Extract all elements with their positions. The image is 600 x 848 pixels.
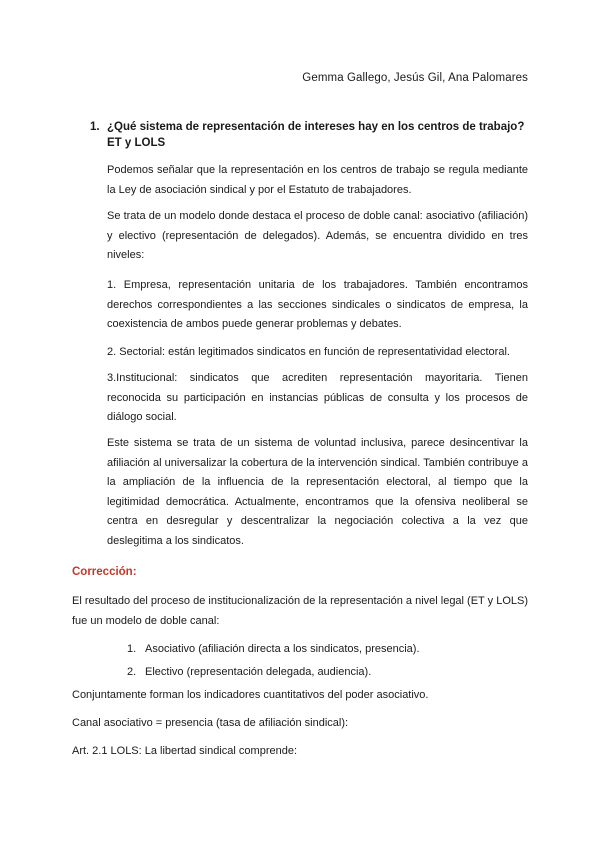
correction-title: Corrección: — [72, 566, 137, 578]
list-item-number: 1. — [127, 643, 137, 655]
correction-intro: El resultado del proceso de institucionalización de la representación a nivel legal (ET y LOLS) fue un modelo de doble canal: — [72, 595, 528, 627]
channel-list — [127, 638, 420, 684]
list-item-text: Electivo (representación delegada, audiencia). — [145, 666, 372, 678]
correction-line: Canal asociativo = presencia (tasa de afiliación sindical): — [72, 717, 349, 729]
list-item-number: 2. — [127, 666, 137, 678]
answer-paragraph: Podemos señalar que la representación en los centros de trabajo se regula mediante la Ley de asociación sindical y por el Estatuto de trabajadores. — [107, 164, 528, 196]
list-item — [127, 661, 420, 684]
answer-paragraph: 3.Institucional: sindicatos que acrediten representación mayoritaria. Tienen reconocida su participación en instancias públicas de consulta y los procesos de diálogo social. — [107, 372, 528, 423]
answer-paragraph: Se trata de un modelo donde destaca el proceso de doble canal: asociativo (afiliación) y electivo (representación de delegados). Además, se encuentra dividido en tres niveles: — [107, 210, 528, 261]
answer-paragraph: Este sistema se trata de un sistema de voluntad inclusiva, parece desincentivar la afiliación al universalizar la cobertura de la intervención sindical. También contribuye a la ampliación de la influencia de la representación electoral, al tiempo que la legitimidad democrática. Actualmente, encontramos que la ofensiva neoliberal se centra en desregular y descentralizar la negociación colectiva a la vez que deslegitima a los sindicatos. — [107, 437, 528, 547]
question-heading — [90, 119, 530, 151]
author-header: Gemma Gallego, Jesús Gil, Ana Palomares — [302, 72, 528, 84]
list-item — [127, 638, 420, 661]
list-item-text: Asociativo (afiliación directa a los sindicatos, presencia). — [145, 643, 420, 655]
question-title: ¿Qué sistema de representación de intereses hay en los centros de trabajo? ET y LOLS — [107, 121, 525, 149]
correction-line: Art. 2.1 LOLS: La libertad sindical comprende: — [72, 745, 298, 757]
answer-paragraph: 1. Empresa, representación unitaria de los trabajadores. También encontramos derechos correspondientes a las secciones sindicales o sindicatos de empresa, la coexistencia de ambos puede generar problemas y debates. — [107, 279, 528, 330]
correction-line: Conjuntamente forman los indicadores cuantitativos del poder asociativo. — [72, 689, 429, 701]
answer-paragraph: 2. Sectorial: están legitimados sindicatos en función de representatividad electoral. — [107, 346, 510, 358]
question-number: 1. — [90, 121, 100, 133]
